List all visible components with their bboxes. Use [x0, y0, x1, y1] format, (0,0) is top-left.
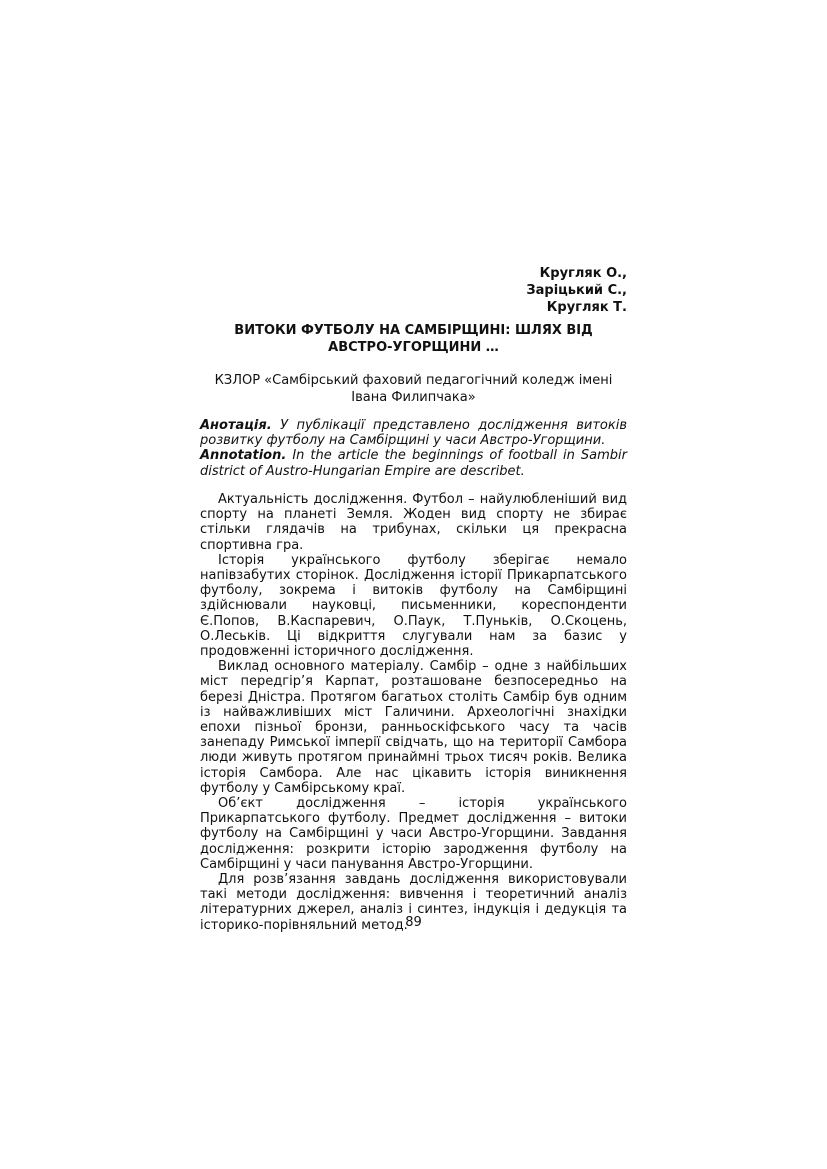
abstract-english: [200, 448, 627, 478]
affiliation: КЗЛОР «Самбірський фаховий педагогічний коледж імені Івана Филипчака»: [214, 373, 613, 405]
page-number: 89: [405, 915, 422, 930]
body-text: [200, 492, 627, 933]
article-title: ВИТОКИ ФУТБОЛУ НА САМБІРЩИНІ: ШЛЯХ ВІД АВСТРО-УГОРЩИНИ …: [234, 323, 593, 355]
paragraph: Об’єкт дослідження – історія українського Прикарпатського футболу. Предмет дослідження – витоки футболу на Самбірщині у часи Австро-Угорщини. Завдання дослідження: розкрити історію зародження футболу на Самбірщині у часи панування Австро-Угорщини.: [200, 796, 627, 872]
author-name: Заріцький С.,: [526, 283, 627, 298]
paragraph: Історія українського футболу зберігає немало напівзабутих сторінок. Дослідження історії Прикарпатського футболу, зокрема і витоків футболу на Самбірщині здійснювали науковці, письменники, кореспонденти Є.Попов, В.Каспаревич, О.Паук, Т.Пуньків, О.Скоцень, О.Леськів. Ці відкриття слугували нам за базис у продовженні історичного дослідження.: [200, 552, 627, 660]
paragraph: Виклад основного матеріалу. Самбір – одне з найбільших міст передгір’я Карпат, розташоване безпосередньо на березі Дністра. Протягом багатьох століть Самбір був одним із найважливіших міст Галичини. Археологічні знахідки епохи пізньої бронзи, ранньоскіфського часу та часів занепаду Римської імперії свідчать, що на території Самбора люди живуть протягом принаймні трьох тисяч років. Велика історія Самбора. Але нас цікавить історія виникнення футболу у Самбірському краї.: [200, 659, 627, 796]
author-name: Кругляк Т.: [546, 300, 627, 315]
author-list: [526, 265, 627, 316]
abstract-en-label: Annotation.: [200, 448, 287, 464]
abstract-en-text: In the article the beginnings of football in Sambir district of Austro-Hungarian Empire are describet.: [200, 448, 627, 479]
paragraph: Актуальність дослідження. Футбол – найулюбленіший вид спорту на планеті Земля. Жоден вид спорту не збирає стільки глядачів на трибунах, скільки ця прекрасна спортивна гра.: [200, 492, 627, 553]
abstract-block: [200, 418, 627, 479]
abstract-ua-label: Анотація.: [200, 418, 272, 433]
paragraph: Для розв’язання завдань дослідження використовували такі методи дослідження: вивчення і теоретичний аналіз літературних джерел, аналіз і синтез, індукція і дедукція та історико-порівняльний метод.: [200, 872, 627, 933]
abstract-ua-text: У публікації представлено дослідження витоків розвитку футболу на Самбірщині у часи Австро-Угорщини.: [200, 418, 627, 449]
abstract-ukrainian: [200, 418, 627, 448]
author-name: Кругляк О.,: [539, 266, 627, 281]
